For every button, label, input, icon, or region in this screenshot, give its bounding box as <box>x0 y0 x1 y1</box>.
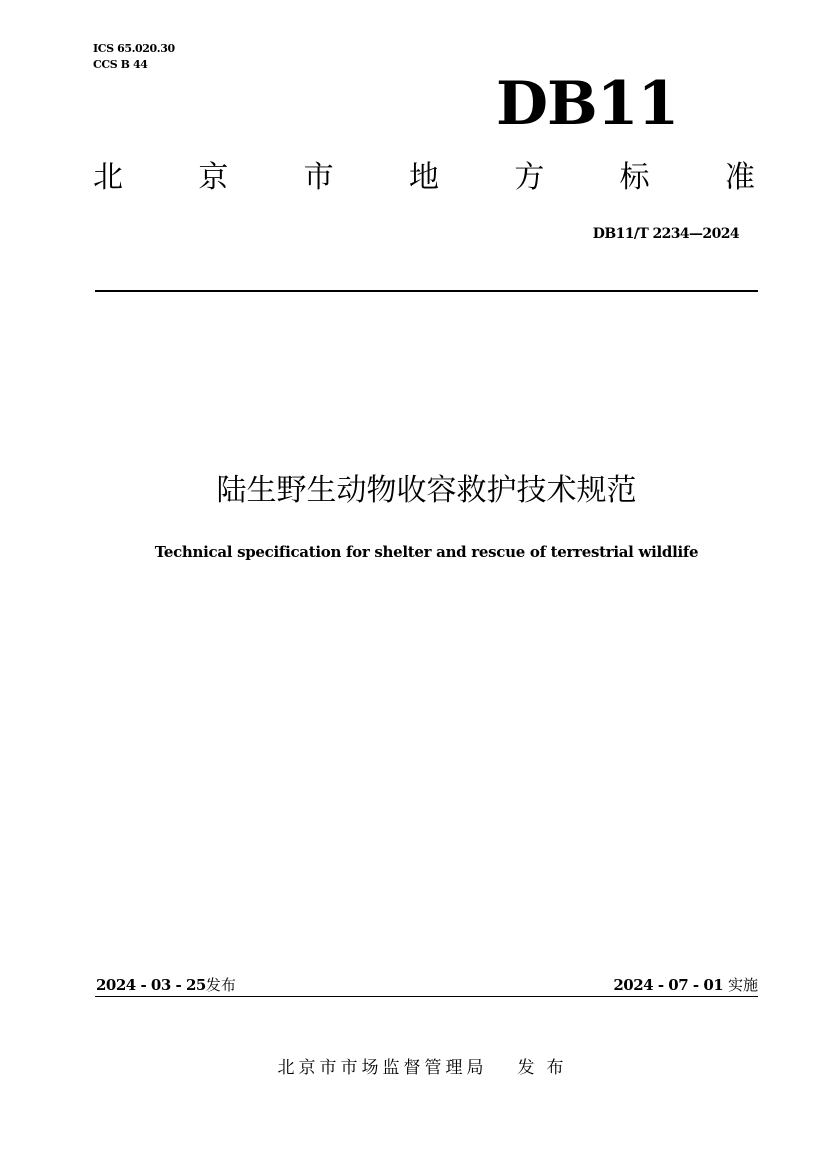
db-logo: DB11 <box>496 69 679 139</box>
standard-type-char: 方 <box>514 160 545 195</box>
bottom-divider <box>95 996 758 997</box>
publish-action: 发布 <box>517 1058 576 1078</box>
issue-date: 2024 - 03 - 25 <box>96 976 206 994</box>
top-divider <box>95 290 758 292</box>
implement-date: 2024 - 07 - 01 <box>613 976 724 994</box>
standard-number: DB11/T 2234—2024 <box>592 226 739 242</box>
standard-type-char: 地 <box>408 160 439 195</box>
implement-label: 实施 <box>727 976 758 994</box>
standard-type-char: 准 <box>724 160 755 195</box>
standard-type-char: 标 <box>619 160 650 195</box>
ics-code: ICS 65.020.30 <box>93 42 175 55</box>
title-english: Technical specification for shelter and rescue of terrestrial wildlife <box>154 543 699 561</box>
issue-date-line <box>96 975 236 995</box>
title-chinese: 陆生野生动物收容救护技术规范 <box>216 473 637 508</box>
standard-type-heading <box>92 160 756 196</box>
issue-label: 发布 <box>205 976 236 994</box>
standard-type-char: 北 <box>93 160 123 195</box>
publisher-name: 北京市市场监督管理局 <box>277 1058 488 1078</box>
standard-type-char: 京 <box>198 160 229 195</box>
implement-date-line <box>613 975 758 995</box>
standard-type-char: 市 <box>303 160 334 195</box>
publisher-line <box>95 1056 758 1080</box>
classification-codes <box>93 41 175 73</box>
ccs-code: CCS B 44 <box>93 58 148 71</box>
